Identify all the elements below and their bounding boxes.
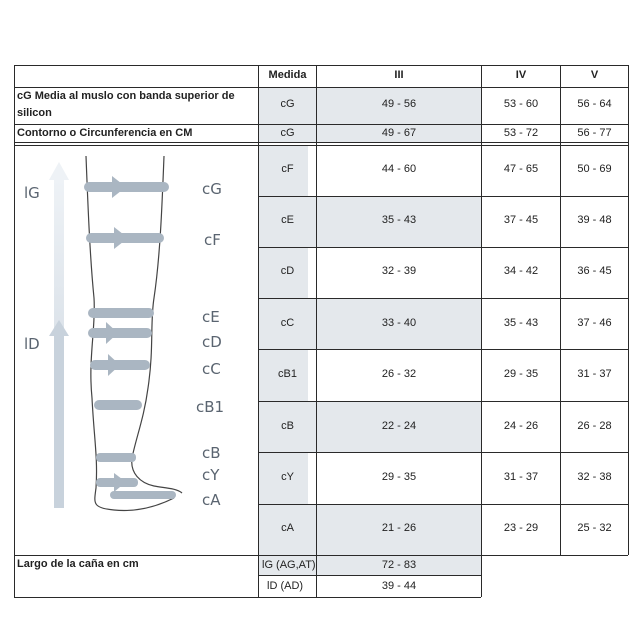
- label-ca: cA: [202, 491, 221, 509]
- largo-medida-ld: lD (AD): [267, 580, 304, 592]
- band-cc-arrow: [108, 354, 120, 376]
- cell-medida-cy: cY: [281, 471, 294, 483]
- cell-v-cy: 32 - 38: [577, 471, 612, 483]
- grid-line: [628, 65, 629, 555]
- grid-line: [14, 142, 628, 143]
- band-cg-arrow: [112, 176, 126, 198]
- cell-v-cf: 50 - 69: [577, 163, 612, 175]
- cell-medida-cb: cB: [281, 420, 294, 432]
- ld-arrow-shaft: [54, 333, 64, 508]
- grid-line: [258, 247, 628, 248]
- row-contorno-medida: cG: [280, 127, 295, 139]
- cell-v-cd: 36 - 45: [577, 265, 612, 277]
- cell-medida-ce: cE: [281, 214, 294, 226]
- label-cc: cC: [202, 360, 221, 378]
- header-iv: IV: [515, 69, 527, 81]
- cell-iv-ca: 23 - 29: [503, 522, 539, 534]
- cell-v-ca: 25 - 32: [577, 522, 612, 534]
- grid-line: [14, 597, 481, 598]
- cell-iii-cd: 32 - 39: [381, 265, 417, 277]
- grid-line: [481, 65, 482, 597]
- row-media-medida: cG: [280, 98, 295, 110]
- label-cb1: cB1: [196, 398, 225, 416]
- band-cg: [84, 182, 169, 192]
- cell-iii-cc: 33 - 40: [381, 317, 417, 329]
- label-cd: cD: [202, 333, 222, 351]
- header-medida: Medida: [268, 69, 307, 81]
- cell-iv-ce: 37 - 45: [503, 214, 539, 226]
- band-cb1: [94, 400, 142, 410]
- label-cg: cG: [202, 180, 222, 198]
- ld-arrow-head: [49, 320, 69, 336]
- grid-line: [258, 349, 628, 350]
- band-ca: [110, 491, 176, 499]
- cell-iii-cb1: 26 - 32: [381, 368, 417, 380]
- label-lg: lG: [24, 184, 40, 202]
- cell-iii-ce: 35 - 43: [381, 214, 417, 226]
- grid-line: [258, 401, 628, 402]
- label-cb: cB: [202, 444, 221, 462]
- row-contorno-iv: 53 - 72: [503, 127, 539, 139]
- band-ce: [88, 308, 154, 318]
- grid-line: [14, 145, 628, 146]
- grid-line: [14, 555, 628, 556]
- grid-line: [258, 575, 481, 576]
- grid-line: [258, 504, 628, 505]
- leg-outline-right: [132, 156, 182, 493]
- row-media-label-2: silicon: [17, 107, 52, 119]
- band-cd-arrow: [106, 322, 118, 344]
- row-media-label-1: cG Media al muslo con banda superior de: [17, 90, 235, 102]
- band-cf-arrow: [114, 227, 128, 249]
- band-cb: [96, 453, 136, 462]
- grid-line: [258, 65, 259, 597]
- cell-medida-cc: cC: [280, 317, 295, 329]
- grid-line: [258, 196, 628, 197]
- grid-line: [14, 87, 628, 88]
- label-cf: cF: [204, 231, 221, 249]
- grid-line: [316, 65, 317, 597]
- band-cd: [88, 328, 152, 338]
- row-contorno-iii: 49 - 67: [381, 127, 417, 139]
- grid-line: [14, 65, 628, 66]
- label-ld: lD: [24, 335, 40, 353]
- grid-line: [14, 124, 628, 125]
- cell-medida-cf: cF: [281, 163, 294, 175]
- band-cy-arrow: [114, 473, 126, 492]
- cell-medida-ca: cA: [281, 522, 294, 534]
- cell-iii-cb: 22 - 24: [381, 420, 417, 432]
- leg-diagram: [14, 148, 254, 548]
- cell-iii-cf: 44 - 60: [381, 163, 417, 175]
- cell-iv-cb1: 29 - 35: [503, 368, 539, 380]
- cell-iv-cy: 31 - 37: [503, 471, 539, 483]
- cell-iii-cy: 29 - 35: [381, 471, 417, 483]
- cell-iii-ca: 21 - 26: [381, 522, 417, 534]
- cell-iv-cb: 24 - 26: [503, 420, 539, 432]
- cell-v-ce: 39 - 48: [577, 214, 612, 226]
- cell-iv-cf: 47 - 65: [503, 163, 539, 175]
- label-ce: cE: [202, 308, 220, 326]
- grid-line: [258, 298, 628, 299]
- largo-label: Largo de la caña en cm: [17, 558, 139, 570]
- row-media-iv: 53 - 60: [503, 98, 539, 110]
- cell-iv-cd: 34 - 42: [503, 265, 539, 277]
- header-iii: III: [394, 69, 404, 81]
- largo-iii-ld: 39 - 44: [381, 580, 417, 592]
- row-media-v: 56 - 64: [577, 98, 612, 110]
- row-media-iii: 49 - 56: [381, 98, 417, 110]
- cell-v-cc: 37 - 46: [577, 317, 612, 329]
- largo-medida-lg: lG (AG,AT): [262, 559, 316, 571]
- grid-line: [258, 452, 628, 453]
- row-contorno-v: 56 - 77: [577, 127, 612, 139]
- cell-iv-cc: 35 - 43: [503, 317, 539, 329]
- cell-v-cb: 26 - 28: [577, 420, 612, 432]
- largo-iii-lg: 72 - 83: [381, 559, 417, 571]
- cell-medida-cd: cD: [280, 265, 295, 277]
- row-contorno-label: Contorno o Circunferencia en CM: [17, 127, 193, 139]
- cell-v-cb1: 31 - 37: [577, 368, 612, 380]
- label-cy: cY: [202, 466, 220, 484]
- lg-arrow-head: [49, 162, 69, 180]
- header-v: V: [590, 69, 599, 81]
- cell-medida-cb1: cB1: [278, 368, 297, 380]
